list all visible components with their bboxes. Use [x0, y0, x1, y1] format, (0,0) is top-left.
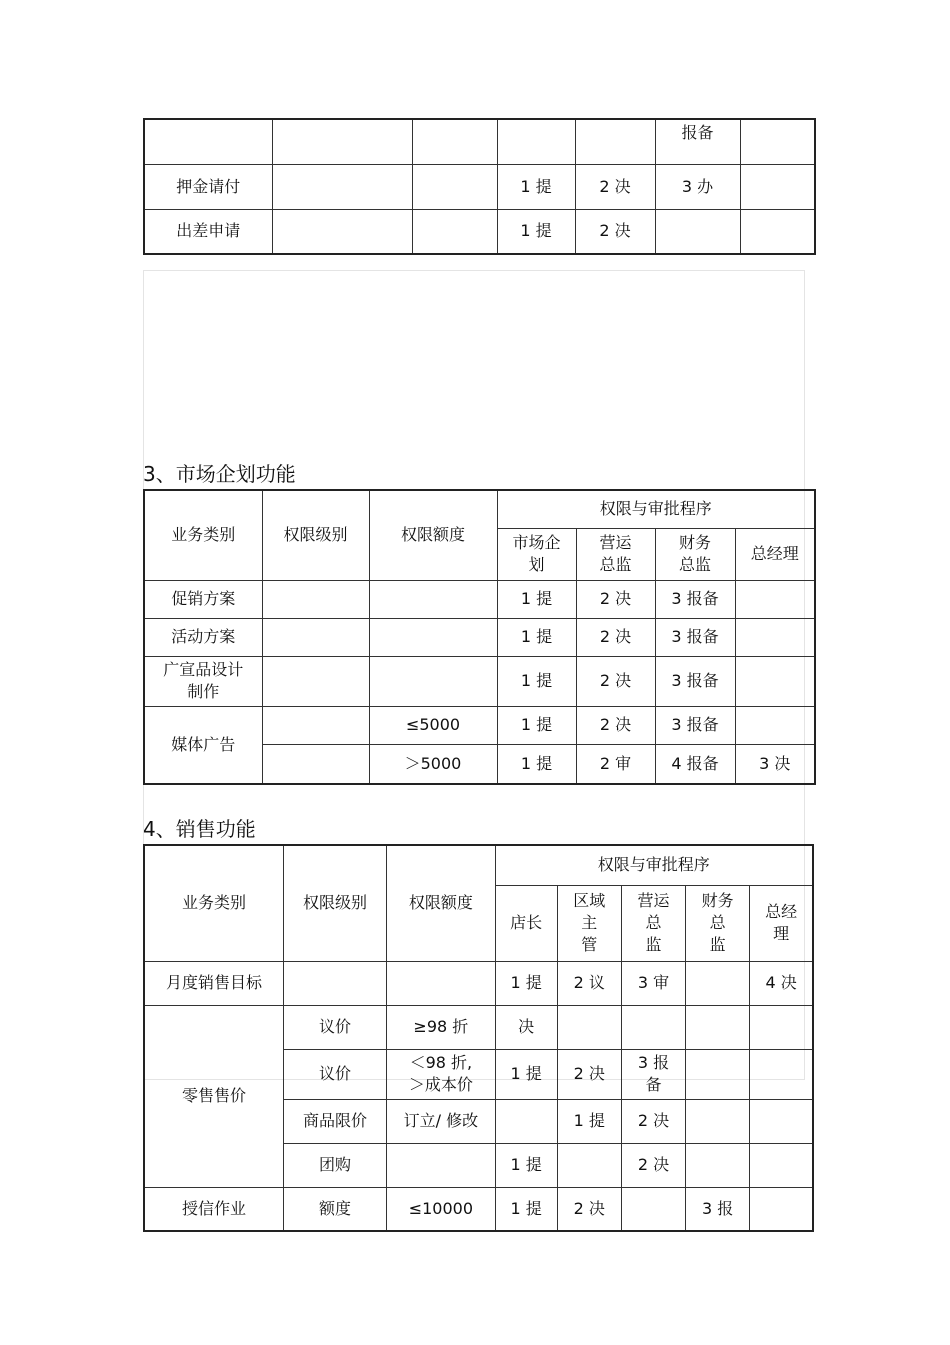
step-cell [497, 119, 575, 164]
step-cell [750, 1143, 813, 1187]
step-cell: 3 报备 [655, 618, 735, 656]
level-cell: 额度 [283, 1187, 386, 1231]
header-finance-director: 财务 总监 [655, 528, 735, 580]
amount-cell: ＞5000 [369, 744, 497, 784]
table-row [144, 706, 815, 744]
header-category: 业务类别 [144, 845, 283, 961]
step-cell [686, 1005, 750, 1049]
level-cell [262, 618, 369, 656]
step-cell [750, 1049, 813, 1099]
step-cell: 1 提 [495, 961, 557, 1005]
step-cell [655, 209, 740, 254]
level-cell: 团购 [283, 1143, 386, 1187]
table-row [144, 119, 815, 164]
header-ops-director: 营运 总 监 [621, 885, 685, 961]
table-row [144, 580, 815, 618]
category-cell: 授信作业 [144, 1187, 283, 1231]
step-cell: 3 报备 [655, 580, 735, 618]
step-cell: 3 报备 [655, 656, 735, 706]
header-row [144, 490, 815, 528]
step-cell [735, 580, 815, 618]
step-cell: 决 [495, 1005, 557, 1049]
category-cell: 活动方案 [144, 618, 262, 656]
table-row [144, 164, 815, 209]
table-row [144, 209, 815, 254]
sales-approval-table [143, 844, 814, 1232]
header-general-manager: 总经理 [735, 528, 815, 580]
step-cell [686, 1049, 750, 1099]
level-cell [272, 119, 412, 164]
step-cell [735, 706, 815, 744]
category-cell: 月度销售目标 [144, 961, 283, 1005]
step-cell: 1 提 [495, 1187, 557, 1231]
step-cell [621, 1187, 685, 1231]
amount-cell [412, 164, 497, 209]
step-cell: 3 报备 [655, 706, 735, 744]
category-cell: 零售售价 [144, 1005, 283, 1187]
amount-cell: ＜98 折, ＞成本价 [387, 1049, 495, 1099]
step-cell: 2 决 [557, 1187, 621, 1231]
step-cell: 2 决 [557, 1049, 621, 1099]
header-marketing: 市场企 划 [497, 528, 576, 580]
header-approval-group: 权限与审批程序 [495, 845, 813, 885]
step-cell: 1 提 [495, 1049, 557, 1099]
category-cell: 媒体广告 [144, 706, 262, 784]
header-store-manager: 店长 [495, 885, 557, 961]
table-row [144, 1187, 813, 1231]
level-cell [262, 744, 369, 784]
header-approval-group: 权限与审批程序 [497, 490, 815, 528]
step-cell [686, 1143, 750, 1187]
step-cell: 报备 [655, 119, 740, 164]
level-cell [262, 706, 369, 744]
amount-cell [387, 1143, 495, 1187]
step-cell: 4 决 [750, 961, 813, 1005]
step-cell: 1 提 [497, 706, 576, 744]
step-cell: 2 决 [576, 656, 655, 706]
step-cell: 2 议 [557, 961, 621, 1005]
step-cell [686, 1099, 750, 1143]
step-cell: 1 提 [497, 744, 576, 784]
amount-cell [369, 656, 497, 706]
step-cell: 2 审 [576, 744, 655, 784]
step-cell [686, 961, 750, 1005]
amount-cell: ≤5000 [369, 706, 497, 744]
header-area-manager: 区域 主 管 [557, 885, 621, 961]
step-cell: 1 提 [495, 1143, 557, 1187]
step-cell: 2 决 [575, 209, 655, 254]
header-row [144, 845, 813, 885]
step-cell [557, 1143, 621, 1187]
top-approval-table [143, 118, 816, 255]
category-cell: 广宣品设计 制作 [144, 656, 262, 706]
amount-cell [412, 209, 497, 254]
step-cell: 2 决 [576, 618, 655, 656]
step-cell [495, 1099, 557, 1143]
category-cell: 促销方案 [144, 580, 262, 618]
header-level: 权限级别 [262, 490, 369, 580]
header-finance-director: 财务 总 监 [686, 885, 750, 961]
step-cell [750, 1187, 813, 1231]
level-cell [272, 209, 412, 254]
amount-cell [412, 119, 497, 164]
level-cell [262, 656, 369, 706]
level-cell [283, 961, 386, 1005]
category-cell: 出差申请 [144, 209, 272, 254]
table-row [144, 618, 815, 656]
step-cell [735, 618, 815, 656]
step-cell: 3 办 [655, 164, 740, 209]
step-cell [557, 1005, 621, 1049]
level-cell: 议价 [283, 1005, 386, 1049]
step-cell [735, 656, 815, 706]
header-level: 权限级别 [283, 845, 386, 961]
level-cell: 议价 [283, 1049, 386, 1099]
step-cell: 2 决 [576, 706, 655, 744]
step-cell [740, 209, 815, 254]
step-cell [740, 119, 815, 164]
step-cell [750, 1005, 813, 1049]
step-cell: 1 提 [557, 1099, 621, 1143]
level-cell: 商品限价 [283, 1099, 386, 1143]
step-cell: 1 提 [497, 209, 575, 254]
header-amount: 权限额度 [387, 845, 495, 961]
step-cell: 3 审 [621, 961, 685, 1005]
header-category: 业务类别 [144, 490, 262, 580]
step-cell [621, 1005, 685, 1049]
section-4-heading: 4、销售功能 [143, 817, 256, 841]
category-cell [144, 119, 272, 164]
amount-cell: ≥98 折 [387, 1005, 495, 1049]
section-3-heading: 3、市场企划功能 [143, 462, 296, 486]
amount-cell: ≤10000 [387, 1187, 495, 1231]
level-cell [262, 580, 369, 618]
header-amount: 权限额度 [369, 490, 497, 580]
step-cell: 1 提 [497, 580, 576, 618]
step-cell: 1 提 [497, 164, 575, 209]
amount-cell [387, 961, 495, 1005]
step-cell: 2 决 [575, 164, 655, 209]
amount-cell [369, 580, 497, 618]
step-cell: 2 决 [621, 1099, 685, 1143]
step-cell: 2 决 [576, 580, 655, 618]
amount-cell: 订立/ 修改 [387, 1099, 495, 1143]
amount-cell [369, 618, 497, 656]
step-cell [740, 164, 815, 209]
marketing-approval-table [143, 489, 816, 785]
header-ops-director: 营运 总监 [576, 528, 655, 580]
step-cell: 3 报 [686, 1187, 750, 1231]
step-cell: 3 报 备 [621, 1049, 685, 1099]
step-cell: 2 决 [621, 1143, 685, 1187]
category-cell: 押金请付 [144, 164, 272, 209]
step-cell: 4 报备 [655, 744, 735, 784]
table-row [144, 656, 815, 706]
level-cell [272, 164, 412, 209]
step-cell: 1 提 [497, 656, 576, 706]
step-cell [575, 119, 655, 164]
header-general-manager: 总经 理 [750, 885, 813, 961]
step-cell [750, 1099, 813, 1143]
table-row [144, 1005, 813, 1049]
table-row [144, 961, 813, 1005]
step-cell: 3 决 [735, 744, 815, 784]
step-cell: 1 提 [497, 618, 576, 656]
